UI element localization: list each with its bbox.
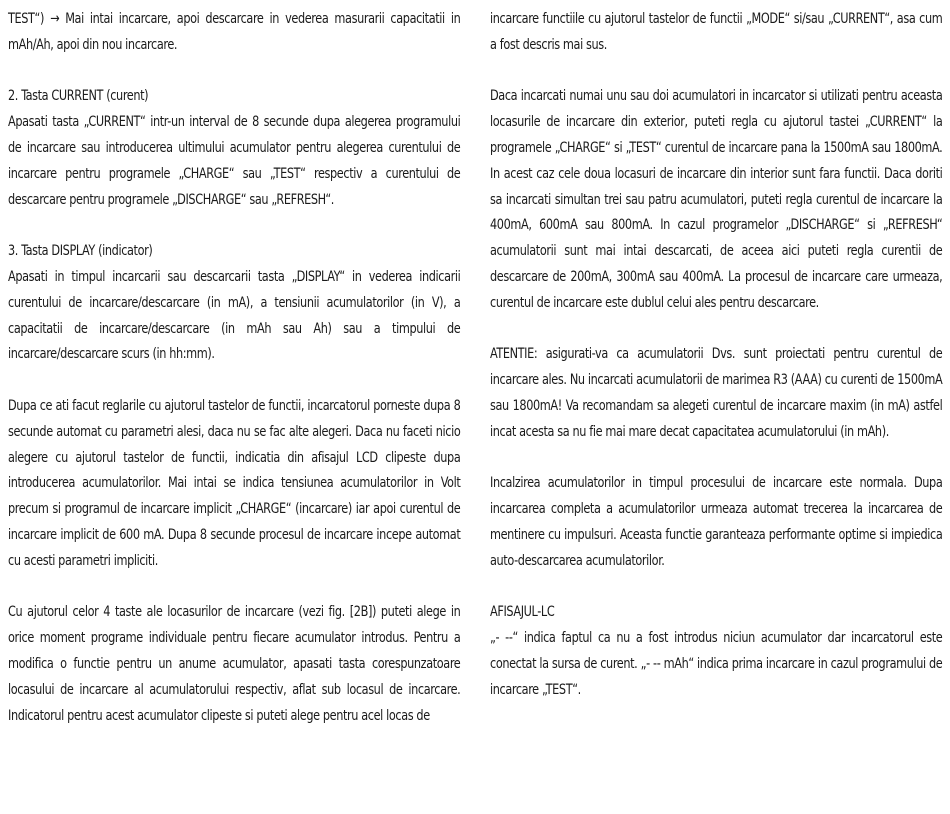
display-key-text: Apasati in timpul incarcarii sau descarcarii tasta „DISPLAY“ in vederea indicarii curentului de incarcare/descarcare (in mA), a tensiunii acumulatorilor (in V), a capacitatii de incarcare/descarcare (in mAh sau Ah) sau a timpului de incarcare/descarcare scurs (in hh:mm). xyxy=(8,267,461,363)
left-column xyxy=(8,6,460,754)
current-key-text: Apasati tasta „CURRENT“ intr-un interval de 8 secunde dupa alegerea programului de incarcare sau introducerea ultimului acumulator pentru alegerea curentului de incarcare pentru programele „CHARGE“ sau „TEST“ respectiv a curentului de descarcare pentru programele „DISCHARGE“ sau „REFRESH“. xyxy=(8,113,461,208)
warning-paragraph: ATENTIE: asigurati-va ca acumulatorii Dvs. sunt proiectati pentru curentul de incarcare ales. Nu incarcati acumulatorii de marimea R3 (AAA) cu curenti de 1500mA sau 1800mA! Va recomandam sa alegeti curentul de incarcare maxim (in mA) astfel incat acesta sa nu fie mai mare decat capacitatea acumulatorului (in mAh). xyxy=(490,345,943,440)
lcd-display-text: „- --“ indica faptul ca nu a fost introdus niciun acumulator dar incarcatorul este conectat la sursa de curent. „- -- mAh“ indica prima incarcare in cazul programului de incarcare „TEST“. xyxy=(490,629,943,698)
intro-paragraph: TEST“) → Mai intai incarcare, apoi descarcare in vederea masurarii capacitatii in mAh/Ah, apoi din nou incarcare. xyxy=(8,10,461,53)
one-two-batteries-paragraph: Daca incarcati numai unu sau doi acumulatori in incarcator si utilizati pentru aceasta locasurile de incarcare din exterior, puteti regla cu ajutorul tastei „CURRENT“ la programele „CHARGE“ si „TEST“ curentul de incarcare pana la 1500mA sau 1800mA. In acest caz cele doua locasuri de incarcare din interior sunt fara functii. Daca doriti sa incarcati simultan trei sau patru acumulatori, puteti regla curentul de incarcare la 400mA, 600mA sau 800mA. In cazul programelor „DISCHARGE“ si „REFRESH“ acumulatorii sunt mai intai descarcati, de aceea aici puteti regla curentii de descarcare de 200mA, 300mA sau 400mA. La procesul de incarcare care urmeaza, curentul de incarcare este dublul celui ales pentru descarcare. xyxy=(490,87,943,311)
display-key-section xyxy=(8,238,460,367)
current-key-heading: 2. Tasta CURRENT (curent) xyxy=(8,87,149,105)
display-key-heading: 3. Tasta DISPLAY (indicator) xyxy=(8,242,153,260)
current-key-section xyxy=(8,83,460,212)
heating-paragraph: Incalzirea acumulatorilor in timpul procesului de incarcare este normala. Dupa incarcarea completa a acumulatorilor urmeaza automat trecerea la incarcarea de mentinere cu impulsuri. Aceasta functie garanteaza performante optime si impiedica auto-descarcarea acumulatorilor. xyxy=(490,474,943,569)
slot-keys-paragraph: Cu ajutorul celor 4 taste ale locasurilor de incarcare (vezi fig. [2B]) puteti alege in orice moment programe individuale pentru fiecare acumulator introdus. Pentru a modifica o functie pentru un anume acumulator, apasati tasta corespunzatoare locasului de incarcare al acumulatorului respectiv, aflat sub locasul de incarcare. Indicatorul pentru acest acumulator clipeste si puteti alege pentru acel locas de xyxy=(8,603,461,724)
settings-paragraph: Dupa ce ati facut reglarile cu ajutorul tastelor de functii, incarcatorul porneste dupa 8 secunde automat cu parametri alesi, daca nu se fac alte alegeri. Daca nu faceti nicio alegere cu ajutorul tastelor de functii, indicatia din afisajul LCD clipeste dupa introducerea acumulatorilor. Mai intai se indica tensiunea acumulatorilor in Volt precum si programul de incarcare implicit „CHARGE“ (incarcare) iar apoi curentul de incarcare implicit de 600 mA. Dupa 8 secunde procesul de incarcare incepe automat cu acesti parametri impliciti. xyxy=(8,396,461,569)
continuation-paragraph: incarcare functiile cu ajutorul tastelor de functii „MODE“ si/sau „CURRENT“, asa cum a fost descris mai sus. xyxy=(490,10,943,53)
right-column xyxy=(490,6,942,728)
lcd-display-section xyxy=(490,599,942,702)
lcd-display-heading: AFISAJUL-LC xyxy=(490,603,555,621)
